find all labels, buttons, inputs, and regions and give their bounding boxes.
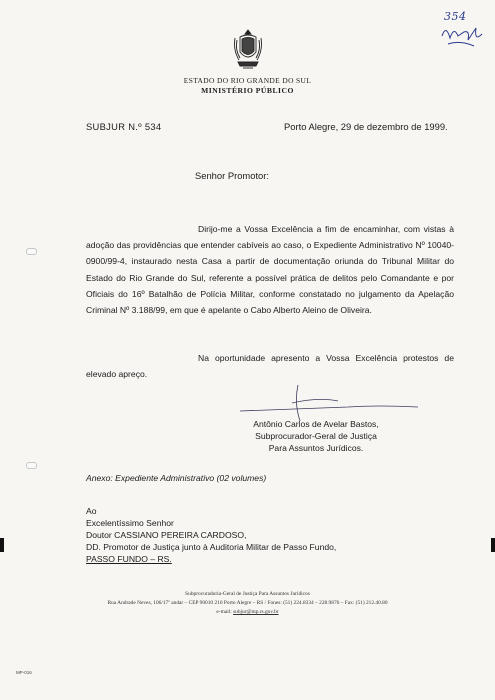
header-state: ESTADO DO RIO GRANDE DO SUL: [183, 76, 312, 85]
scan-edge-mark-left: [0, 538, 4, 552]
footer-email-link[interactable]: subjur@mp.rs.gov.br: [233, 609, 279, 615]
initials-scribble-icon: [430, 6, 490, 56]
letter-date: Porto Alegre, 29 de dezembro de 1999.: [284, 121, 448, 132]
body-paragraph-1: Dirijo-me a Vossa Excelência a fim de encaminhar, com vistas à adoção das providências que entender cabíveis ao caso, o Expediente Administrativo Nº 10040-0900/99-4, instaurado nesta Casa a partir de documentação oriunda do Tribunal Militar do Estado do Rio Grande do Sul, referente a possível prática de delitos pelo Comandante e por Oficiais do 16º Batalhão de Polícia Militar, conforme constatado no julgamento da Apelação Criminal Nº 3.188/99, em que é apelante o Cabo Alberto Aleino de Oliveira.: [86, 224, 454, 316]
addressee-city: PASSO FUNDO – RS.: [86, 554, 172, 564]
footer-email-line: [0, 608, 495, 616]
annex-note: Anexo: Expediente Administrativo (02 volumes): [86, 473, 267, 483]
salutation: Senhor Promotor:: [195, 170, 269, 181]
form-code: MP-016: [16, 670, 32, 675]
footer-department: Subprocuradoria-Geral de Justiça Para Assuntos Jurídicos: [185, 591, 310, 597]
addressee-position: DD. Promotor de Justiça junto à Auditoria Militar de Passo Fundo,: [86, 542, 337, 552]
header-ministry: MINISTÉRIO PÚBLICO: [201, 86, 294, 95]
footer-address: Rua Andrade Neves, 106/17º andar – CEP 90010 210 Porto Alegre – RS / Fones: (51) 224.8334 – 228.9876 – Fax: (51) 212.40.80: [107, 600, 388, 606]
stamp-number: 354: [444, 10, 467, 23]
reference-number: SUBJUR N.º 534: [86, 121, 162, 132]
signer-title: Subprocurador-Geral de Justiça: [255, 431, 377, 441]
page-number-stamp: [430, 6, 490, 56]
coat-of-arms-icon: [231, 28, 265, 72]
scan-edge-mark-right: [491, 538, 495, 552]
signer-name: Antônio Carlos de Avelar Bastos,: [253, 419, 379, 429]
punch-hole-top: [26, 248, 37, 255]
body-paragraph-2: Na oportunidade apresento a Vossa Excelência protestos de elevado apreço.: [86, 353, 454, 380]
addressee-name: Doutor CASSIANO PEREIRA CARDOSO,: [86, 530, 247, 540]
punch-hole-bottom: [26, 462, 37, 469]
signature-scribble-icon: [228, 383, 428, 423]
addressee-line-2: Excelentíssimo Senhor: [86, 518, 174, 528]
addressee-line-1: Ao: [86, 506, 97, 516]
footer-email-label: e-mail:: [216, 609, 232, 615]
signer-department: Para Assuntos Jurídicos.: [268, 443, 364, 453]
